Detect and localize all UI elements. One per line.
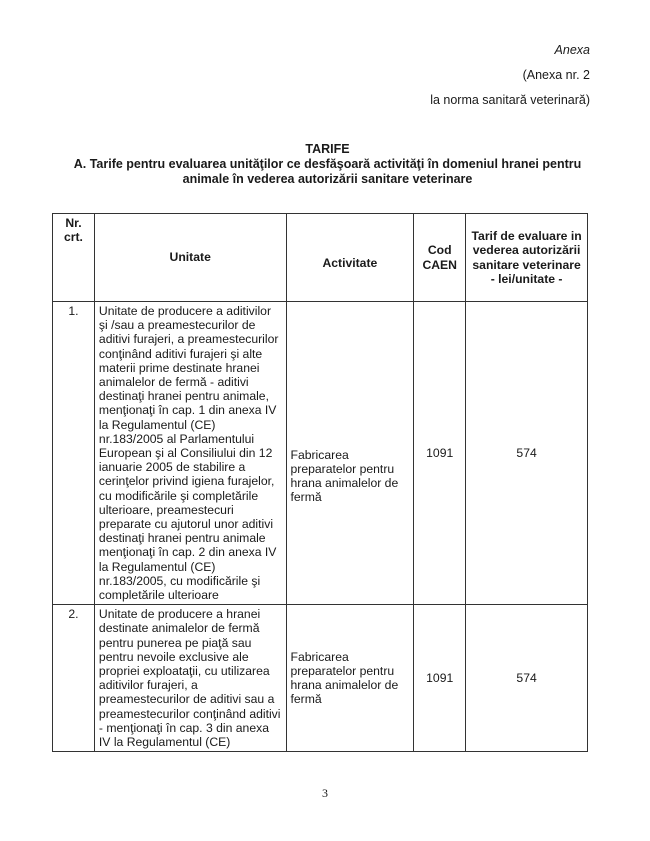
annex-norm: la norma sanitară veterinară) [430,93,590,107]
page-number: 3 [322,786,328,800]
header-code: Cod CAEN [414,214,466,302]
row-nr: 2. [53,605,95,752]
row-code: 1091 [414,302,466,605]
row-activity: Fabricarea preparatelor pentru hrana animalelor de fermă [286,302,414,605]
row-fee: 574 [466,302,588,605]
annex-number: (Anexa nr. 2 [522,68,590,82]
row-unit: Unitate de producere a aditivilor şi /sau a preamestecurilor de aditivi furajeri, a preamestecurilor conţinând aditivi furajeri şi alte materii prime destinate hranei animalelor de fermă - aditivi destinaţi hranei pentru animale, menţionaţi în cap. 1 din anexa IV la Regulamentul (CE) nr.183/2005 al Parlamentului European şi al Consiliului din 12 ianuarie 2005 de stabilire a cerinţelor privind igiena furajelor, cu modificările şi completările ulterioare, preamestecuri preparate cu ajutorul unor aditivi destinaţi hranei pentru animale menţionaţi în cap. 2 din anexa IV la Regulamentul (CE) nr.183/2005, cu modificările şi completările ulterioare [94,302,286,605]
table-row [53,605,588,752]
header-unit: Unitate [94,214,286,302]
heading-title: TARIFE [305,142,350,156]
annex-label: Anexa [554,43,590,57]
annex-reference [430,38,590,113]
document-heading [50,142,605,187]
table-row [53,302,588,605]
row-fee: 574 [466,605,588,752]
row-nr: 1. [53,302,95,605]
header-fee: Tarif de evaluare in vederea autorizării sanitare veterinare - lei/unitate - [466,214,588,302]
row-code: 1091 [414,605,466,752]
fees-table [52,213,588,752]
header-nr: Nr. crt. [53,214,95,302]
header-activity: Activitate [286,214,414,302]
table-header-row [53,214,588,302]
row-activity: Fabricarea preparatelor pentru hrana animalelor de fermă [286,605,414,752]
heading-subtitle: A. Tarife pentru evaluarea unităţilor ce desfăşoară activităţi în domeniul hranei pentru animale în vederea autorizării sanitare veterinare [73,157,582,186]
row-unit: Unitate de producere a hranei destinate animalelor de fermă pentru punerea pe piaţă sau pentru nevoile exclusive ale propriei exploataţii, cu utilizarea aditivilor furajeri, a preamestecurilor de aditivi sau a preamestecurilor conţinând aditivi - menţionaţi în cap. 3 din anexa IV la Regulamentul (CE) [94,605,286,752]
